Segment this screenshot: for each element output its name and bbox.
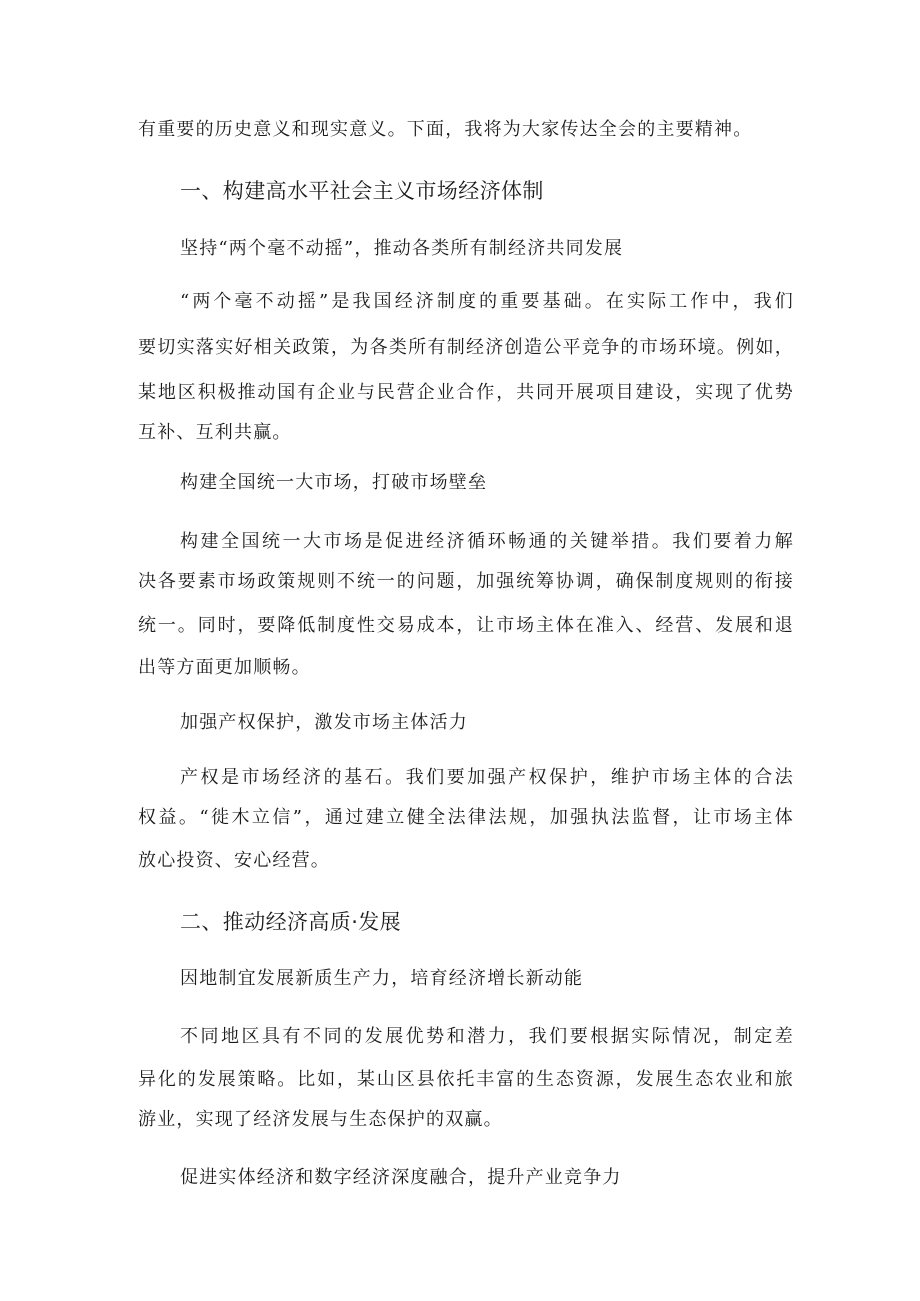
section-2-sub-2-title: 促进实体经济和数字经济深度融合，提升产业竞争力	[180, 1167, 622, 1188]
intro-line: 有重要的历史意义和现实意义。下面，我将为大家传达全会的主要精神。	[138, 119, 753, 140]
paragraph-line: 决各要素市场政策规则不统一的问题，加强统筹协调，确保制度规则的衔接	[138, 571, 794, 592]
section-1-title: 一、构建高水平社会主义市场经济体制	[180, 179, 544, 203]
paragraph-line: 出等方面更加顺畅。	[138, 657, 311, 678]
paragraph-line: 产权是市场经济的基石。我们要加强产权保护，维护市场主体的合法	[180, 767, 794, 788]
paragraph-line: 构建全国统一大市场是促进经济循环畅通的关键举措。我们要着力解	[180, 531, 794, 552]
paragraph-line: 互补、互利共赢。	[138, 422, 292, 443]
paragraph-line: 放心投资、安心经营。	[138, 850, 330, 871]
section-2-title: 二、推动经济高质·发展	[180, 910, 402, 934]
paragraph-line: 某地区积极推动国有企业与民营企业合作，共同开展项目建设，实现了优势	[138, 382, 794, 403]
paragraph-line: 要切实落实好相关政策，为各类所有制经济创造公平竞争的市场环境。例如，	[138, 337, 794, 358]
section-1-sub-1-title: 坚持“两个毫不动摇”，推动各类所有制经济共同发展	[180, 238, 624, 259]
paragraph-line: “两个毫不动摇”是我国经济制度的重要基础。在实际工作中，我们	[180, 291, 794, 312]
paragraph-line: 权益。“徙木立信”，通过建立健全法律法规，加强执法监督，让市场主体	[138, 807, 794, 828]
paragraph-line: 异化的发展策略。比如，某山区县依托丰富的生态资源，发展生态农业和旅	[138, 1069, 794, 1090]
section-1-sub-2-title: 构建全国统一大市场，打破市场壁垒	[180, 472, 488, 493]
paragraph-line: 统一。同时，要降低制度性交易成本，让市场主体在准入、经营、发展和退	[138, 615, 794, 636]
paragraph-line: 不同地区具有不同的发展优势和潜力，我们要根据实际情况，制定差	[180, 1026, 794, 1047]
paragraph-line: 游业，实现了经济发展与生态保护的双赢。	[138, 1109, 503, 1130]
section-2-sub-1-title: 因地制宜发展新质生产力，培育经济增长新动能	[180, 968, 584, 989]
section-1-sub-3-title: 加强产权保护，激发市场主体活力	[180, 712, 468, 733]
